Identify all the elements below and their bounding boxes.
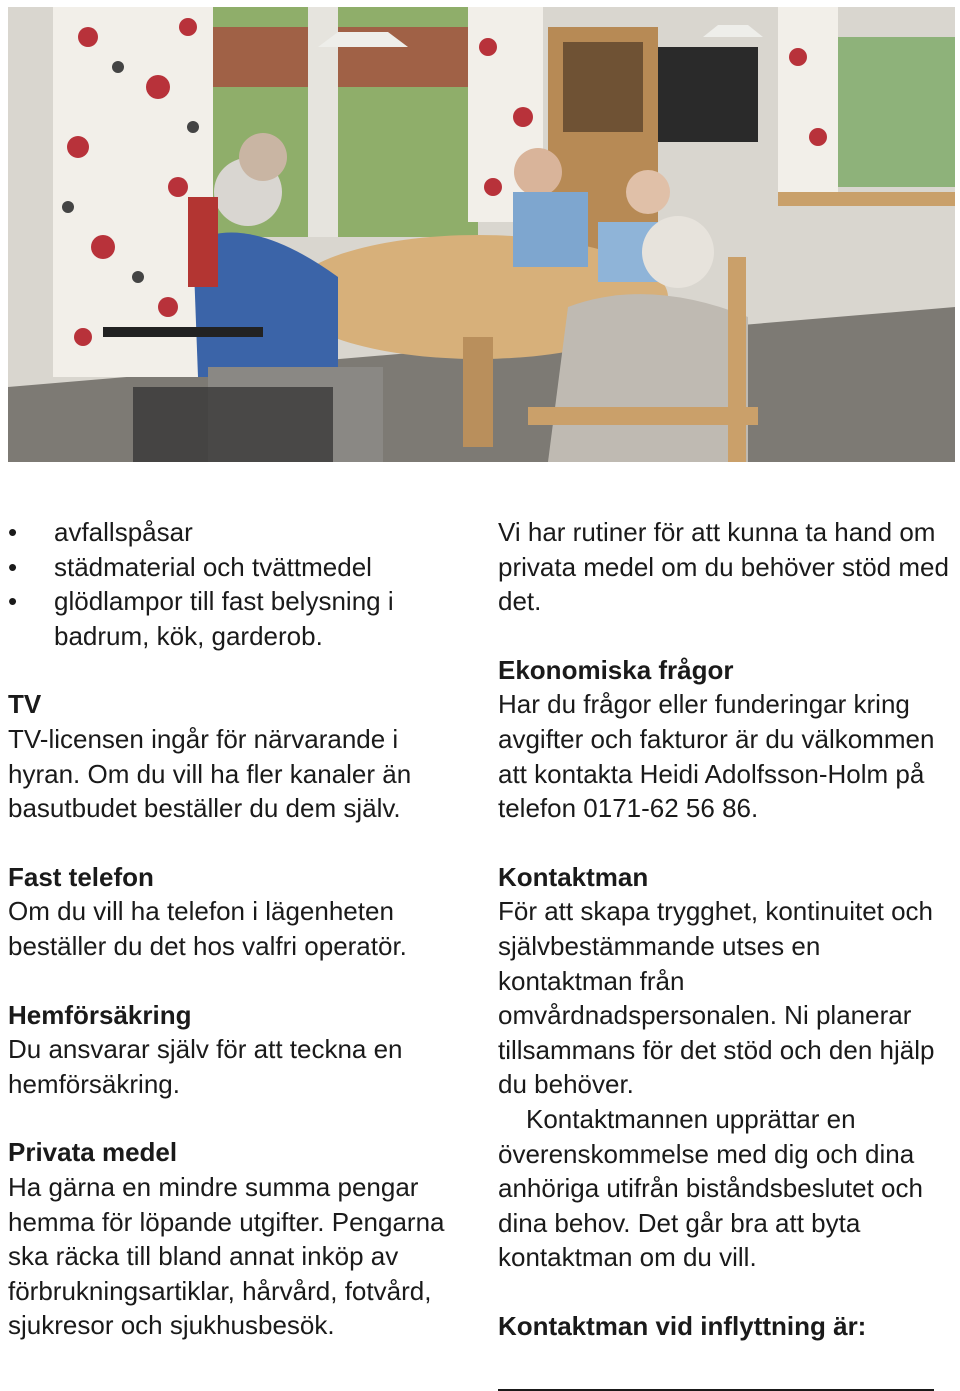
section-heading-hemforsakring: Hemförsäkring xyxy=(8,999,192,1030)
list-item xyxy=(8,515,473,550)
section-heading-kontaktman-inflyttning: Kontaktman vid inflyttning är: xyxy=(498,1310,867,1341)
bullet-icon: • xyxy=(8,517,18,547)
private-funds-continued: Vi har rutiner för att kunna ta hand om privata medel om du behöver stöd med det. xyxy=(498,517,949,617)
supplies-list xyxy=(8,515,473,653)
section-heading-kontaktman: Kontaktman xyxy=(498,861,649,892)
left-column xyxy=(8,515,473,1343)
list-item xyxy=(8,550,473,585)
section-body-kontaktman-2: Kontaktmannen upprättar en överenskommelse med dig och dina anhöriga utifrån biståndsbeslutet och dina behov. Det går bra att byta kontaktman om du vill. xyxy=(498,1103,923,1273)
section-body-hemforsakring: Du ansvarar själv för att teckna en hemförsäkring. xyxy=(8,1034,403,1099)
list-item xyxy=(8,584,473,653)
section-body-fast-telefon: Om du vill ha telefon i lägenheten beställer du det hos valfri operatör. xyxy=(8,896,407,961)
list-item-text: städmaterial och tvättmedel xyxy=(54,551,372,582)
photo-illustration xyxy=(8,7,955,462)
section-heading-privata-medel: Privata medel xyxy=(8,1137,178,1168)
section-body-tv: TV-licensen ingår för närvarande i hyran. Om du vill ha fler kanaler än basutbudet beställer du dem själv. xyxy=(8,723,412,824)
section-heading-fast-telefon: Fast telefon xyxy=(8,861,154,892)
section-body-ekonomiska-fragor: Har du frågor eller funderingar kring avgifter och fakturor är du välkommen att kontakta Heidi Adolfsson-Holm på telefon 0171-62 56 86. xyxy=(498,689,935,824)
section-heading-ekonomiska-fragor: Ekonomiska frågor xyxy=(498,654,734,685)
photo-dining-room xyxy=(8,7,955,462)
section-body-kontaktman-1: För att skapa trygghet, kontinuitet och självbestämmande utses en kontaktman från omvårdnadspersonalen. Ni planerar tillsammans för det stöd och den hjälp du behöver. xyxy=(498,896,935,1100)
right-column xyxy=(498,515,956,1391)
section-body-privata-medel: Ha gärna en mindre summa pengar hemma för löpande utgifter. Pengarna ska räcka till bland annat inköp av förbrukningsartiklar, hårvård, fotvård, sjukresor och sjukhusbesök. xyxy=(8,1171,445,1341)
list-item-text: avfallspåsar xyxy=(54,517,193,547)
bullet-icon: • xyxy=(8,551,18,582)
section-heading-tv: TV xyxy=(8,689,42,720)
signature-line xyxy=(498,1365,934,1391)
list-item-text: glödlampor till fast belysning i badrum, kök, garderob. xyxy=(54,586,394,651)
bullet-icon: • xyxy=(8,586,18,617)
